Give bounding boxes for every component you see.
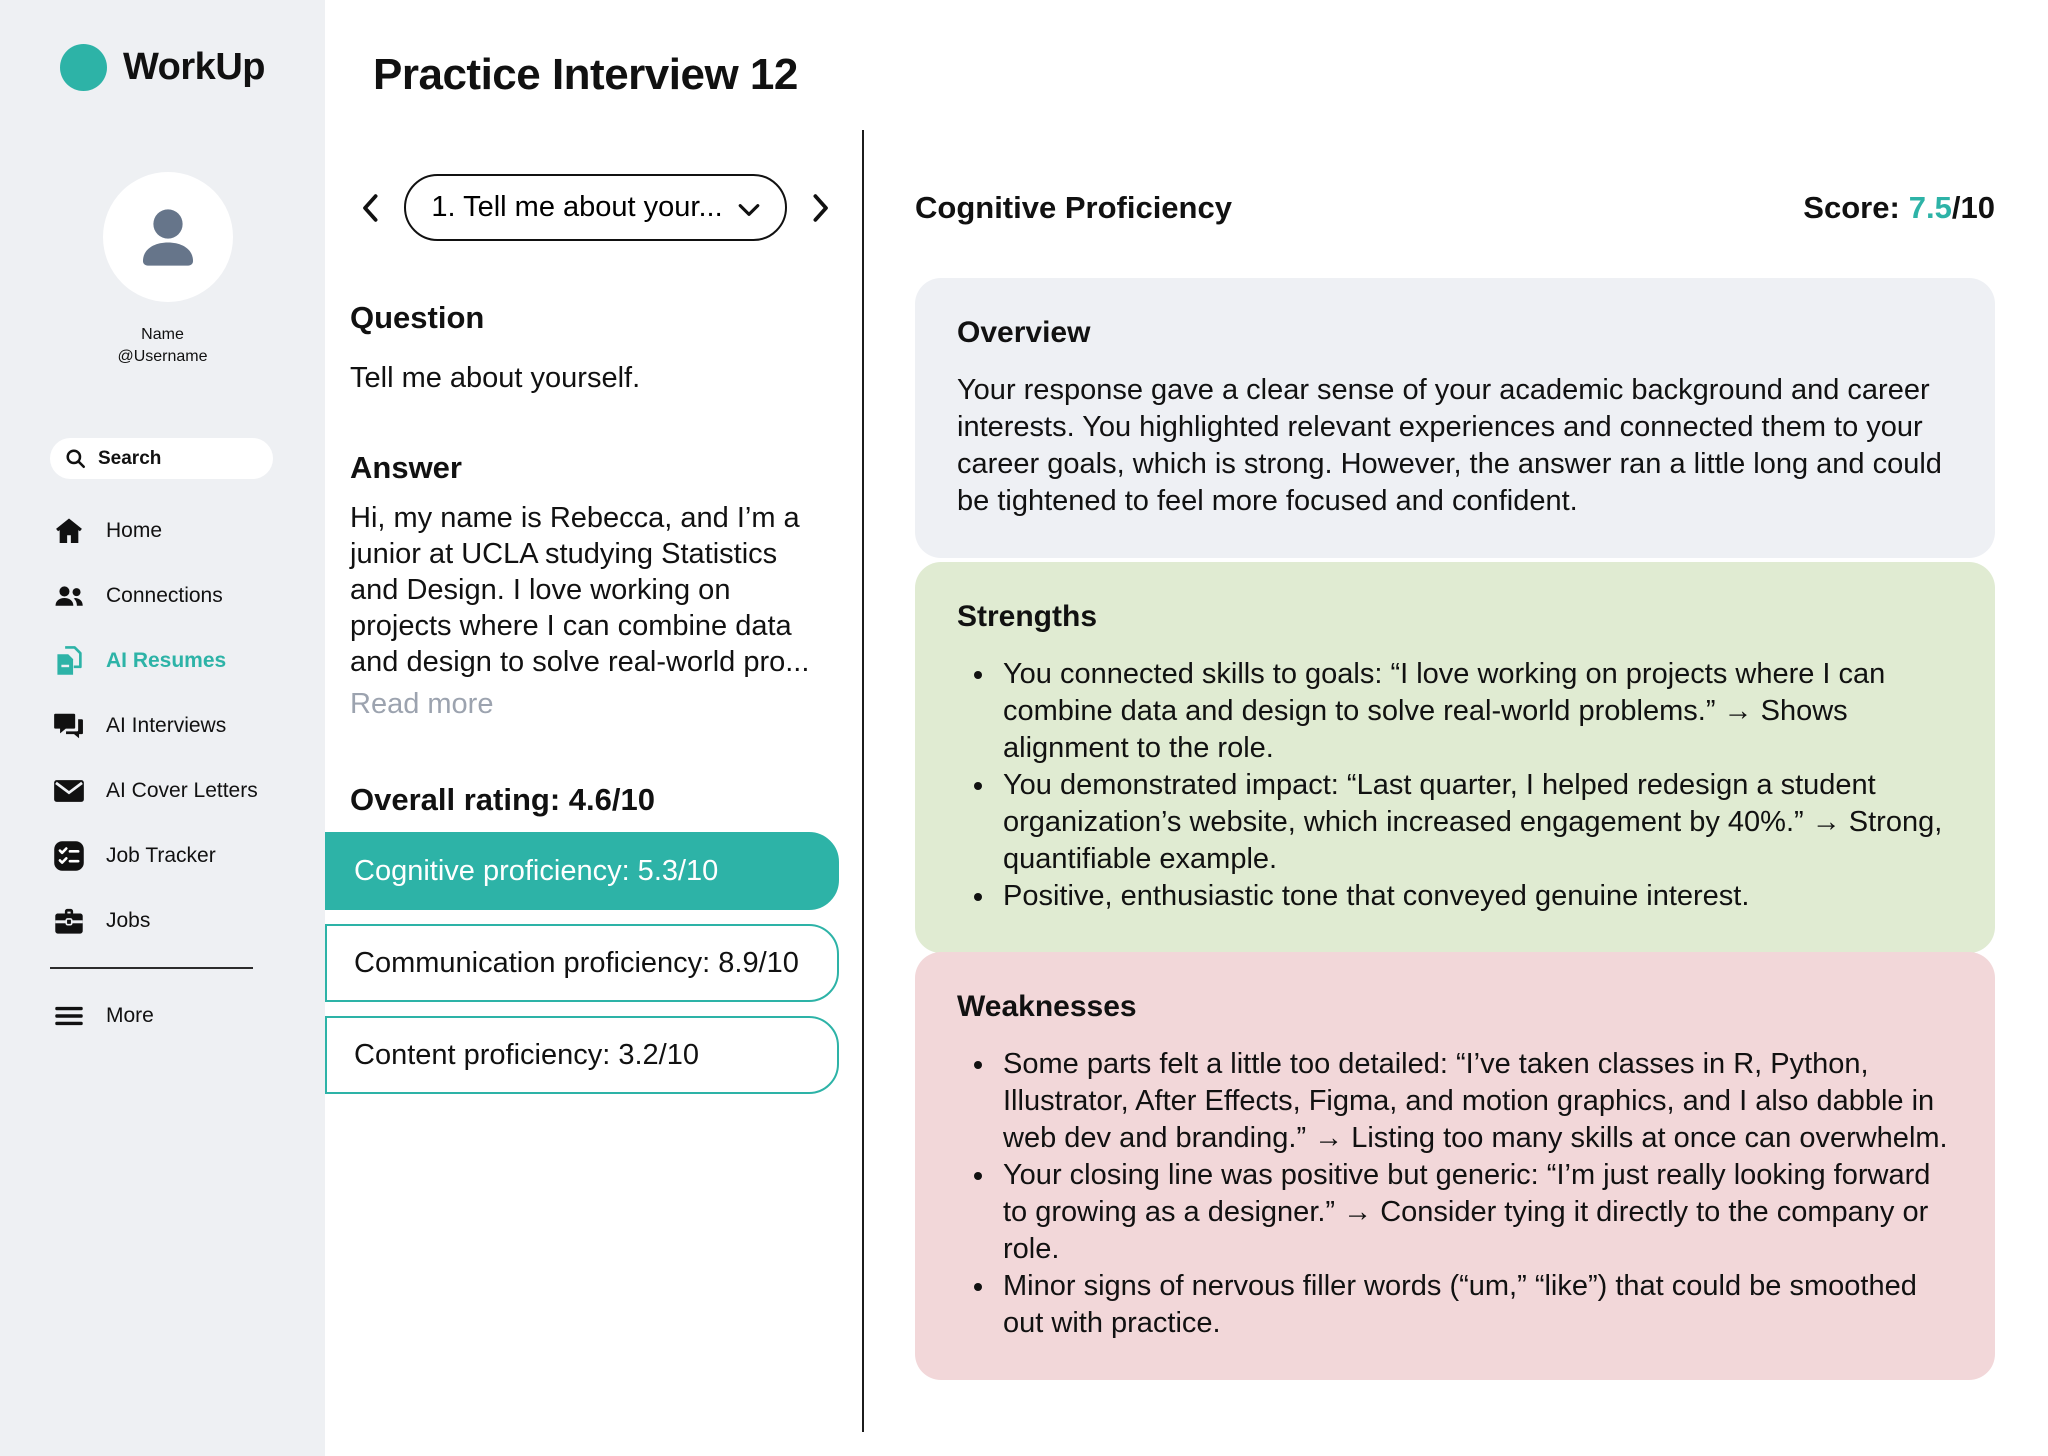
feedback-panel [915, 190, 1995, 1339]
sidebar-item-label: AI Resumes [106, 648, 227, 672]
briefcase-icon [53, 905, 85, 937]
checklist-icon [53, 840, 85, 872]
strengths-list [957, 656, 1953, 915]
more-menu-icon [53, 1000, 85, 1032]
sidebar [0, 0, 325, 1456]
envelope-icon [53, 775, 85, 807]
score-value: 7.5 [1908, 190, 1952, 225]
question-text: Tell me about yourself. [350, 362, 641, 394]
search-icon [64, 447, 87, 470]
sidebar-item-label: AI Cover Letters [106, 778, 258, 802]
read-more-link[interactable]: Read more [350, 688, 494, 720]
overall-rating: Overall rating: 4.6/10 [350, 782, 655, 817]
strengths-card [915, 562, 1995, 953]
feedback-title: Cognitive Proficiency [915, 190, 1232, 225]
resumes-icon [53, 645, 85, 677]
search-label: Search [98, 447, 162, 469]
communication-proficiency-button[interactable]: Communication proficiency: 8.9/10 [325, 924, 839, 1002]
people-icon [53, 580, 85, 612]
next-question-button[interactable] [807, 189, 835, 227]
chevron-left-icon [360, 193, 380, 223]
page-title: Practice Interview 12 [373, 50, 798, 99]
avatar[interactable] [103, 172, 233, 302]
chevron-down-icon [738, 203, 760, 217]
overview-text: Your response gave a clear sense of your academic background and career interests. You highlighted relevant experiences and connected them to your career goals, which is strong. However, the answer ran a little long and could be tightened to feel more focused and confident. [957, 374, 1942, 517]
score-display [1803, 190, 1995, 226]
sidebar-divider [50, 967, 253, 969]
person-icon [129, 198, 207, 276]
chevron-right-icon [811, 193, 831, 223]
sidebar-item-label: Connections [106, 583, 223, 607]
weaknesses-title: Weaknesses [957, 990, 1137, 1023]
sidebar-item-home[interactable] [53, 498, 313, 563]
sidebar-item-ai-interviews[interactable] [53, 693, 313, 758]
overview-card [915, 278, 1995, 558]
logo [60, 44, 265, 91]
sidebar-item-label: Home [106, 518, 163, 542]
sidebar-nav [53, 498, 313, 1048]
content-proficiency-button[interactable]: Content proficiency: 3.2/10 [325, 1016, 839, 1094]
feedback-header [915, 190, 1995, 226]
question-heading: Question [350, 300, 485, 335]
sidebar-item-ai-resumes[interactable] [53, 628, 313, 693]
home-icon [53, 515, 85, 547]
sidebar-item-more[interactable] [53, 983, 313, 1048]
cognitive-proficiency-button[interactable]: Cognitive proficiency: 5.3/10 [325, 832, 839, 910]
prev-question-button[interactable] [356, 189, 384, 227]
weaknesses-card [915, 952, 1995, 1380]
column-divider [862, 130, 864, 1432]
strength-item: • You demonstrated impact: “Last quarter, I helped redesign a student organization’s website, which increased engagement by 40%.” → Strong, quantifiable example. [997, 767, 1953, 878]
answer-heading: Answer [350, 450, 462, 485]
strengths-title: Strengths [957, 600, 1098, 633]
question-navigator [356, 174, 835, 241]
proficiency-buttons [325, 832, 839, 1094]
search-input[interactable] [50, 438, 273, 479]
logo-icon [60, 44, 107, 91]
weakness-item: • Minor signs of nervous filler words (“um,” “like”) that could be smoothed out with practice. [997, 1268, 1953, 1342]
chat-icon [53, 710, 85, 742]
sidebar-item-label: More [106, 1003, 154, 1027]
weakness-item: • Your closing line was positive but generic: “I’m just really looking forward to growing as a designer.” → Consider tying it directly to the company or role. [997, 1157, 1953, 1268]
score-label: Score: [1803, 190, 1900, 225]
sidebar-item-job-tracker[interactable] [53, 823, 313, 888]
strength-item: • Positive, enthusiastic tone that conveyed genuine interest. [997, 878, 1953, 915]
answer-text: Hi, my name is Rebecca, and I’m a junior at UCLA studying Statistics and Design. I love working on projects where I can combine data and design to solve real-world pro... [350, 502, 810, 678]
profile-name: Name [141, 326, 184, 343]
sidebar-item-jobs[interactable] [53, 888, 313, 953]
app-name: WorkUp [123, 46, 265, 88]
sidebar-item-label: AI Interviews [106, 713, 227, 737]
score-suffix: /10 [1951, 190, 1995, 225]
sidebar-item-connections[interactable] [53, 563, 313, 628]
strength-item: • You connected skills to goals: “I love working on projects where I can combine data and design to solve real-world problems.” → Shows alignment to the role. [997, 656, 1953, 767]
weakness-item: • Some parts felt a little too detailed: “I’ve taken classes in R, Python, Illustrator, After Effects, Figma, and motion graphics, and I also dabble in web dev and branding.” → Listing too many skills at once can overwhelm. [997, 1046, 1953, 1157]
profile-username: @Username [117, 348, 208, 365]
question-select[interactable] [404, 174, 787, 241]
weaknesses-list [957, 1046, 1953, 1342]
question-select-value: 1. Tell me about your... [431, 191, 723, 223]
sidebar-item-ai-cover-letters[interactable] [53, 758, 313, 823]
sidebar-item-label: Job Tracker [106, 843, 216, 867]
overview-title: Overview [957, 316, 1091, 349]
sidebar-item-label: Jobs [106, 908, 151, 932]
